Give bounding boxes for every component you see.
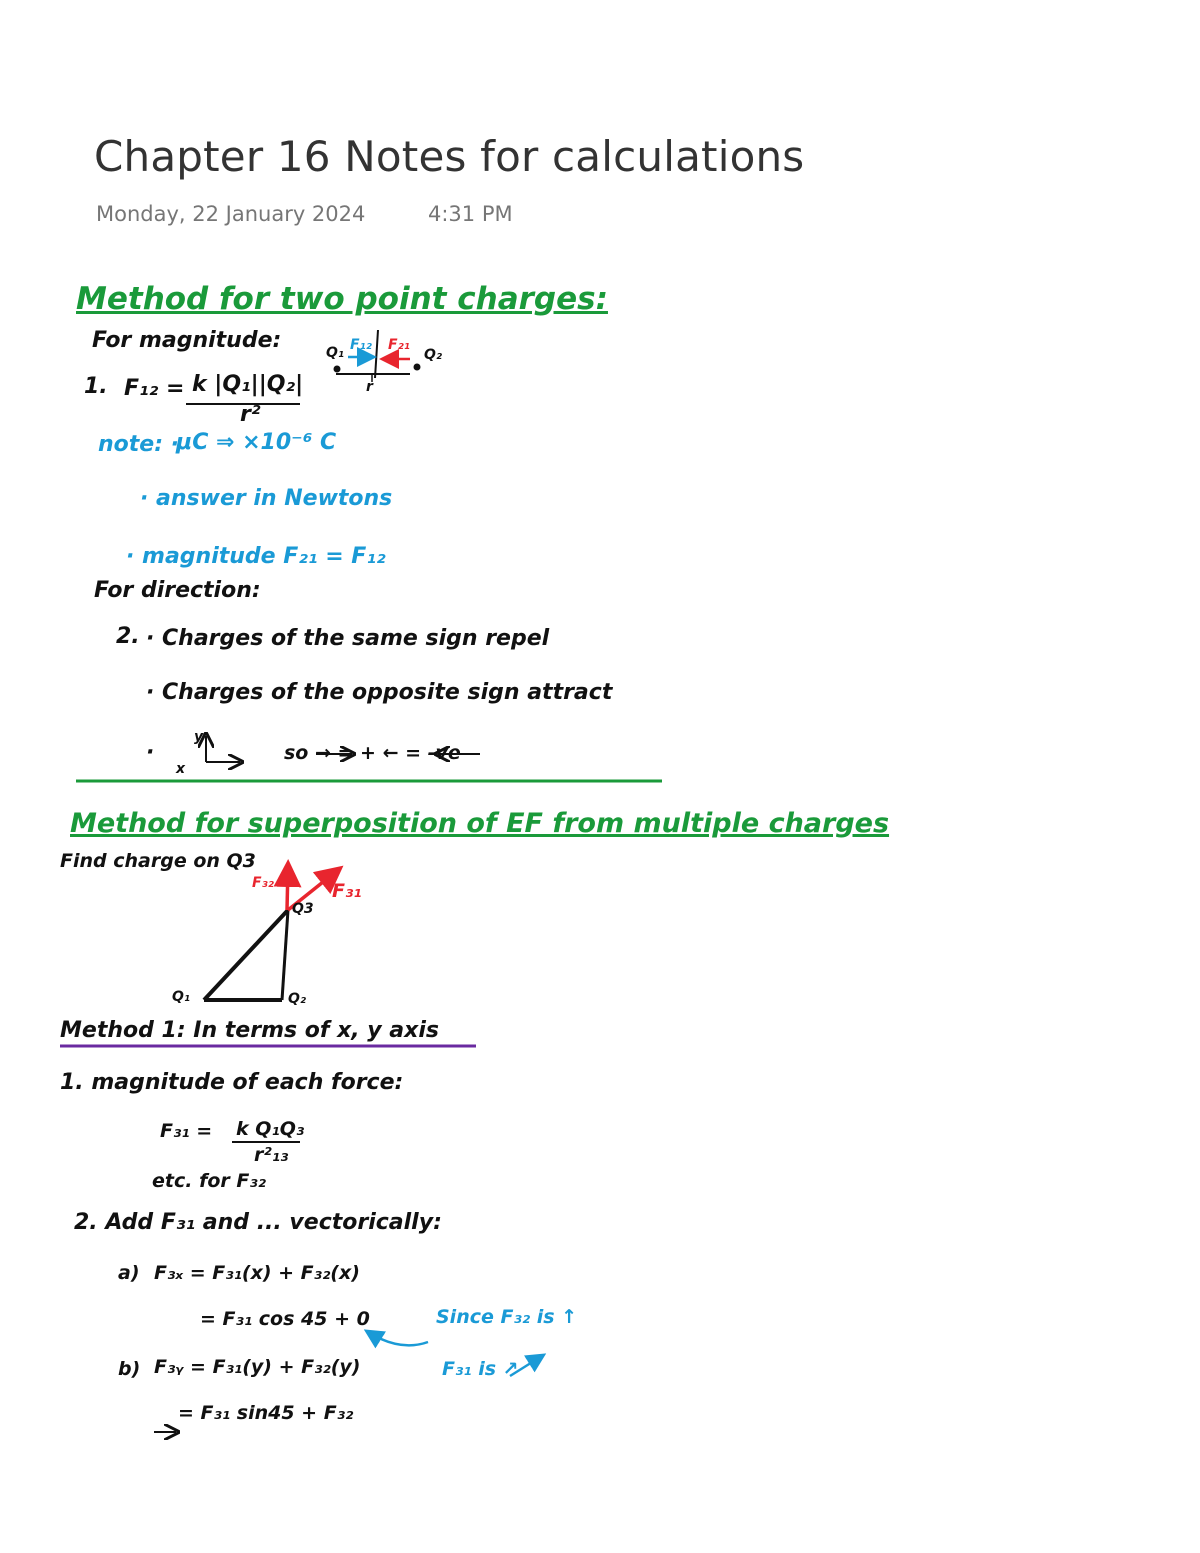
- axes-x-label: x: [176, 761, 186, 777]
- note-answer: · answer in Newtons: [140, 486, 393, 511]
- part-a-note: Since F₃₂ is ↑: [436, 1306, 578, 1328]
- direction-label: For direction:: [94, 578, 261, 603]
- axes-icon: [206, 736, 240, 762]
- triangle-q3-label: Q3: [292, 901, 314, 917]
- triangle-q2-label: Q₂: [288, 991, 307, 1007]
- part-a-label: a): [118, 1262, 140, 1284]
- rule-same-sign: · Charges of the same sign repel: [146, 626, 550, 651]
- step2-number: 2.: [116, 624, 140, 649]
- method1-heading: Method 1: In terms of x, y axis: [60, 1018, 439, 1043]
- magnitude-label: For magnitude:: [92, 328, 282, 353]
- etc-note: etc. for F₃₂: [152, 1170, 266, 1192]
- triangle-f32-label: F₃₂: [252, 875, 274, 891]
- triangle-q1-label: Q₁: [172, 989, 191, 1005]
- note-unit: μC ⇒ ×10⁻⁶ C: [176, 430, 337, 455]
- step1-number: 1.: [84, 374, 108, 399]
- note-magnitude: · magnitude F₂₁ = F₁₂: [126, 544, 386, 569]
- method1-step1: 1. magnitude of each force:: [60, 1070, 404, 1095]
- find-charge-label: Find charge on Q3: [60, 850, 256, 872]
- axes-y-label: y: [194, 729, 204, 745]
- f31-numerator: k Q₁Q₃: [236, 1118, 305, 1140]
- f31-lhs: F₃₁ =: [160, 1120, 213, 1142]
- part-b-label: b): [118, 1358, 141, 1380]
- formula-numerator: k |Q₁||Q₂|: [192, 372, 304, 397]
- section1-heading: Method for two point charges:: [76, 281, 608, 317]
- formula-denominator: r²: [240, 402, 261, 427]
- note-prefix: note: ·: [98, 432, 180, 457]
- page-title: Chapter 16 Notes for calculations: [94, 132, 805, 181]
- method1-step2: 2. Add F₃₁ and ... vectorically:: [74, 1210, 442, 1235]
- part-a-line2: = F₃₁ cos 45 + 0: [200, 1308, 370, 1330]
- f31-denominator: r²₁₃: [254, 1144, 289, 1166]
- diagram-q1-label: Q₁: [326, 345, 345, 361]
- part-a-line1: F₃ₓ = F₃₁(x) + F₃₂(x): [154, 1262, 360, 1284]
- diagram-q2-label: Q₂: [424, 347, 443, 363]
- part-b-line2: = F₃₁ sin45 + F₃₂: [178, 1402, 354, 1424]
- diagram-f12-label: F₁₂: [350, 337, 372, 353]
- triangle-f31-label: F₃₁: [332, 880, 362, 902]
- part-b-line1: F₃ᵧ = F₃₁(y) + F₃₂(y): [154, 1356, 361, 1378]
- formula-lhs: F₁₂ =: [124, 376, 185, 401]
- diagram-r-label: r: [366, 379, 373, 395]
- part-b-note: F₃₁ is ↗: [442, 1358, 519, 1380]
- section2-heading: Method for superposition of EF from multiple charges: [70, 808, 890, 839]
- page-date: Monday, 22 January 2024: [96, 202, 366, 226]
- sign-convention: so → = + ← = -ve: [284, 742, 461, 764]
- axes-bullet: ·: [146, 740, 155, 765]
- page-time: 4:31 PM: [428, 202, 513, 226]
- diagram-f21-label: F₂₁: [388, 337, 410, 353]
- rule-opposite-sign: · Charges of the opposite sign attract: [146, 680, 613, 705]
